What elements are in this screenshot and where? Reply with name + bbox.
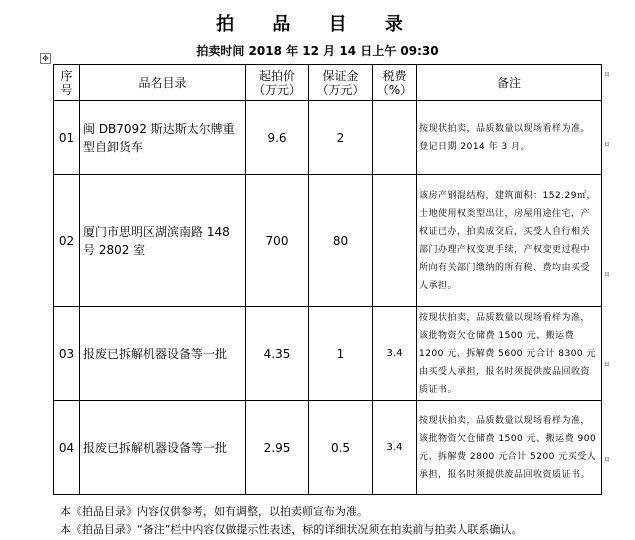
cell-start-price: 2.95	[246, 401, 309, 495]
cell-no: 03	[54, 307, 80, 401]
row-end-mark: ¤	[604, 270, 610, 280]
cell-deposit: 0.5	[309, 401, 373, 495]
cell-tax	[373, 101, 417, 175]
cell-name: 报废已拆解机器设备等一批	[80, 401, 246, 495]
row-end-mark: ¤	[604, 70, 610, 80]
table-row	[54, 101, 602, 175]
cell-no: 01	[54, 101, 80, 175]
auction-time: 拍卖时间 2018 年 12 月 14 日上午 09:30	[196, 44, 439, 58]
table-header-row	[54, 65, 602, 101]
cell-tax: 3.4	[373, 307, 417, 401]
cell-deposit: 1	[309, 307, 373, 401]
footnote: 本《拍品目录》“备注”栏中内容仅做提示性表述，标的详细状况须在拍卖前与拍卖人联系确认。	[60, 523, 523, 536]
cell-remark: 按现状拍卖，品质数量以现场看样为准，该批物资欠仓储费 1500 元、搬运费 1200 元、拆解费 5600 元合计 8300 元由买受人承担，报名时须提供废品回收资质证书。	[417, 307, 602, 401]
cell-deposit: 80	[309, 175, 373, 307]
cell-remark: 该房产钢混结构，建筑面积：152.29㎡，土地使用权类型出让，房屋用途住宅，产权证已办，拍卖成交后，买受人自行相关部门办理产权变更手续，产权变更过程中所向有关部门缴纳的所有税、费均由买受人承担。	[417, 175, 602, 307]
cell-name: 闽 DB7092 斯达斯太尔牌重型自卸货车	[80, 101, 246, 175]
cell-start-price: 9.6	[246, 101, 309, 175]
table-row	[54, 175, 602, 307]
cell-name: 厦门市思明区湖滨南路 148 号 2802 室	[80, 175, 246, 307]
cell-tax	[373, 175, 417, 307]
cell-remark: 按现状拍卖，品质数量以现场看样为准，该批物资欠仓储费 1500 元、搬运费 900 元、拆解费 2800 元合计 5200 元买受人承担，报名时须提供废品回收资质证书。	[417, 401, 602, 495]
row-end-mark: ¤	[604, 140, 610, 150]
header-start-price: 起拍价（万元）	[246, 65, 309, 101]
header-name: 品名目录	[80, 65, 246, 101]
cell-no: 04	[54, 401, 80, 495]
row-end-mark: ¤	[604, 455, 610, 465]
header-deposit: 保证金（万元）	[309, 65, 373, 101]
header-tax: 税费（%）	[373, 65, 417, 101]
cell-name: 报废已拆解机器设备等一批	[80, 307, 246, 401]
auction-catalog-table	[53, 64, 602, 495]
table-row	[54, 307, 602, 401]
table-row	[54, 401, 602, 495]
header-no: 序号	[54, 65, 80, 101]
cell-deposit: 2	[309, 101, 373, 175]
header-remark: 备注	[417, 65, 602, 101]
cell-start-price: 4.35	[246, 307, 309, 401]
table-move-handle-icon[interactable]: ✥	[40, 53, 51, 64]
cell-remark: 按现状拍卖，品质数量以现场看样为准。登记日期 2014 年 3 月。	[417, 101, 602, 175]
cell-start-price: 700	[246, 175, 309, 307]
footnote: 本《拍品目录》内容仅供参考，如有调整，以拍卖师宣布为准。	[60, 505, 368, 518]
page-title: 拍 品 目 录	[216, 14, 419, 35]
cell-tax: 3.4	[373, 401, 417, 495]
row-end-mark: ¤	[604, 360, 610, 370]
cell-no: 02	[54, 175, 80, 307]
